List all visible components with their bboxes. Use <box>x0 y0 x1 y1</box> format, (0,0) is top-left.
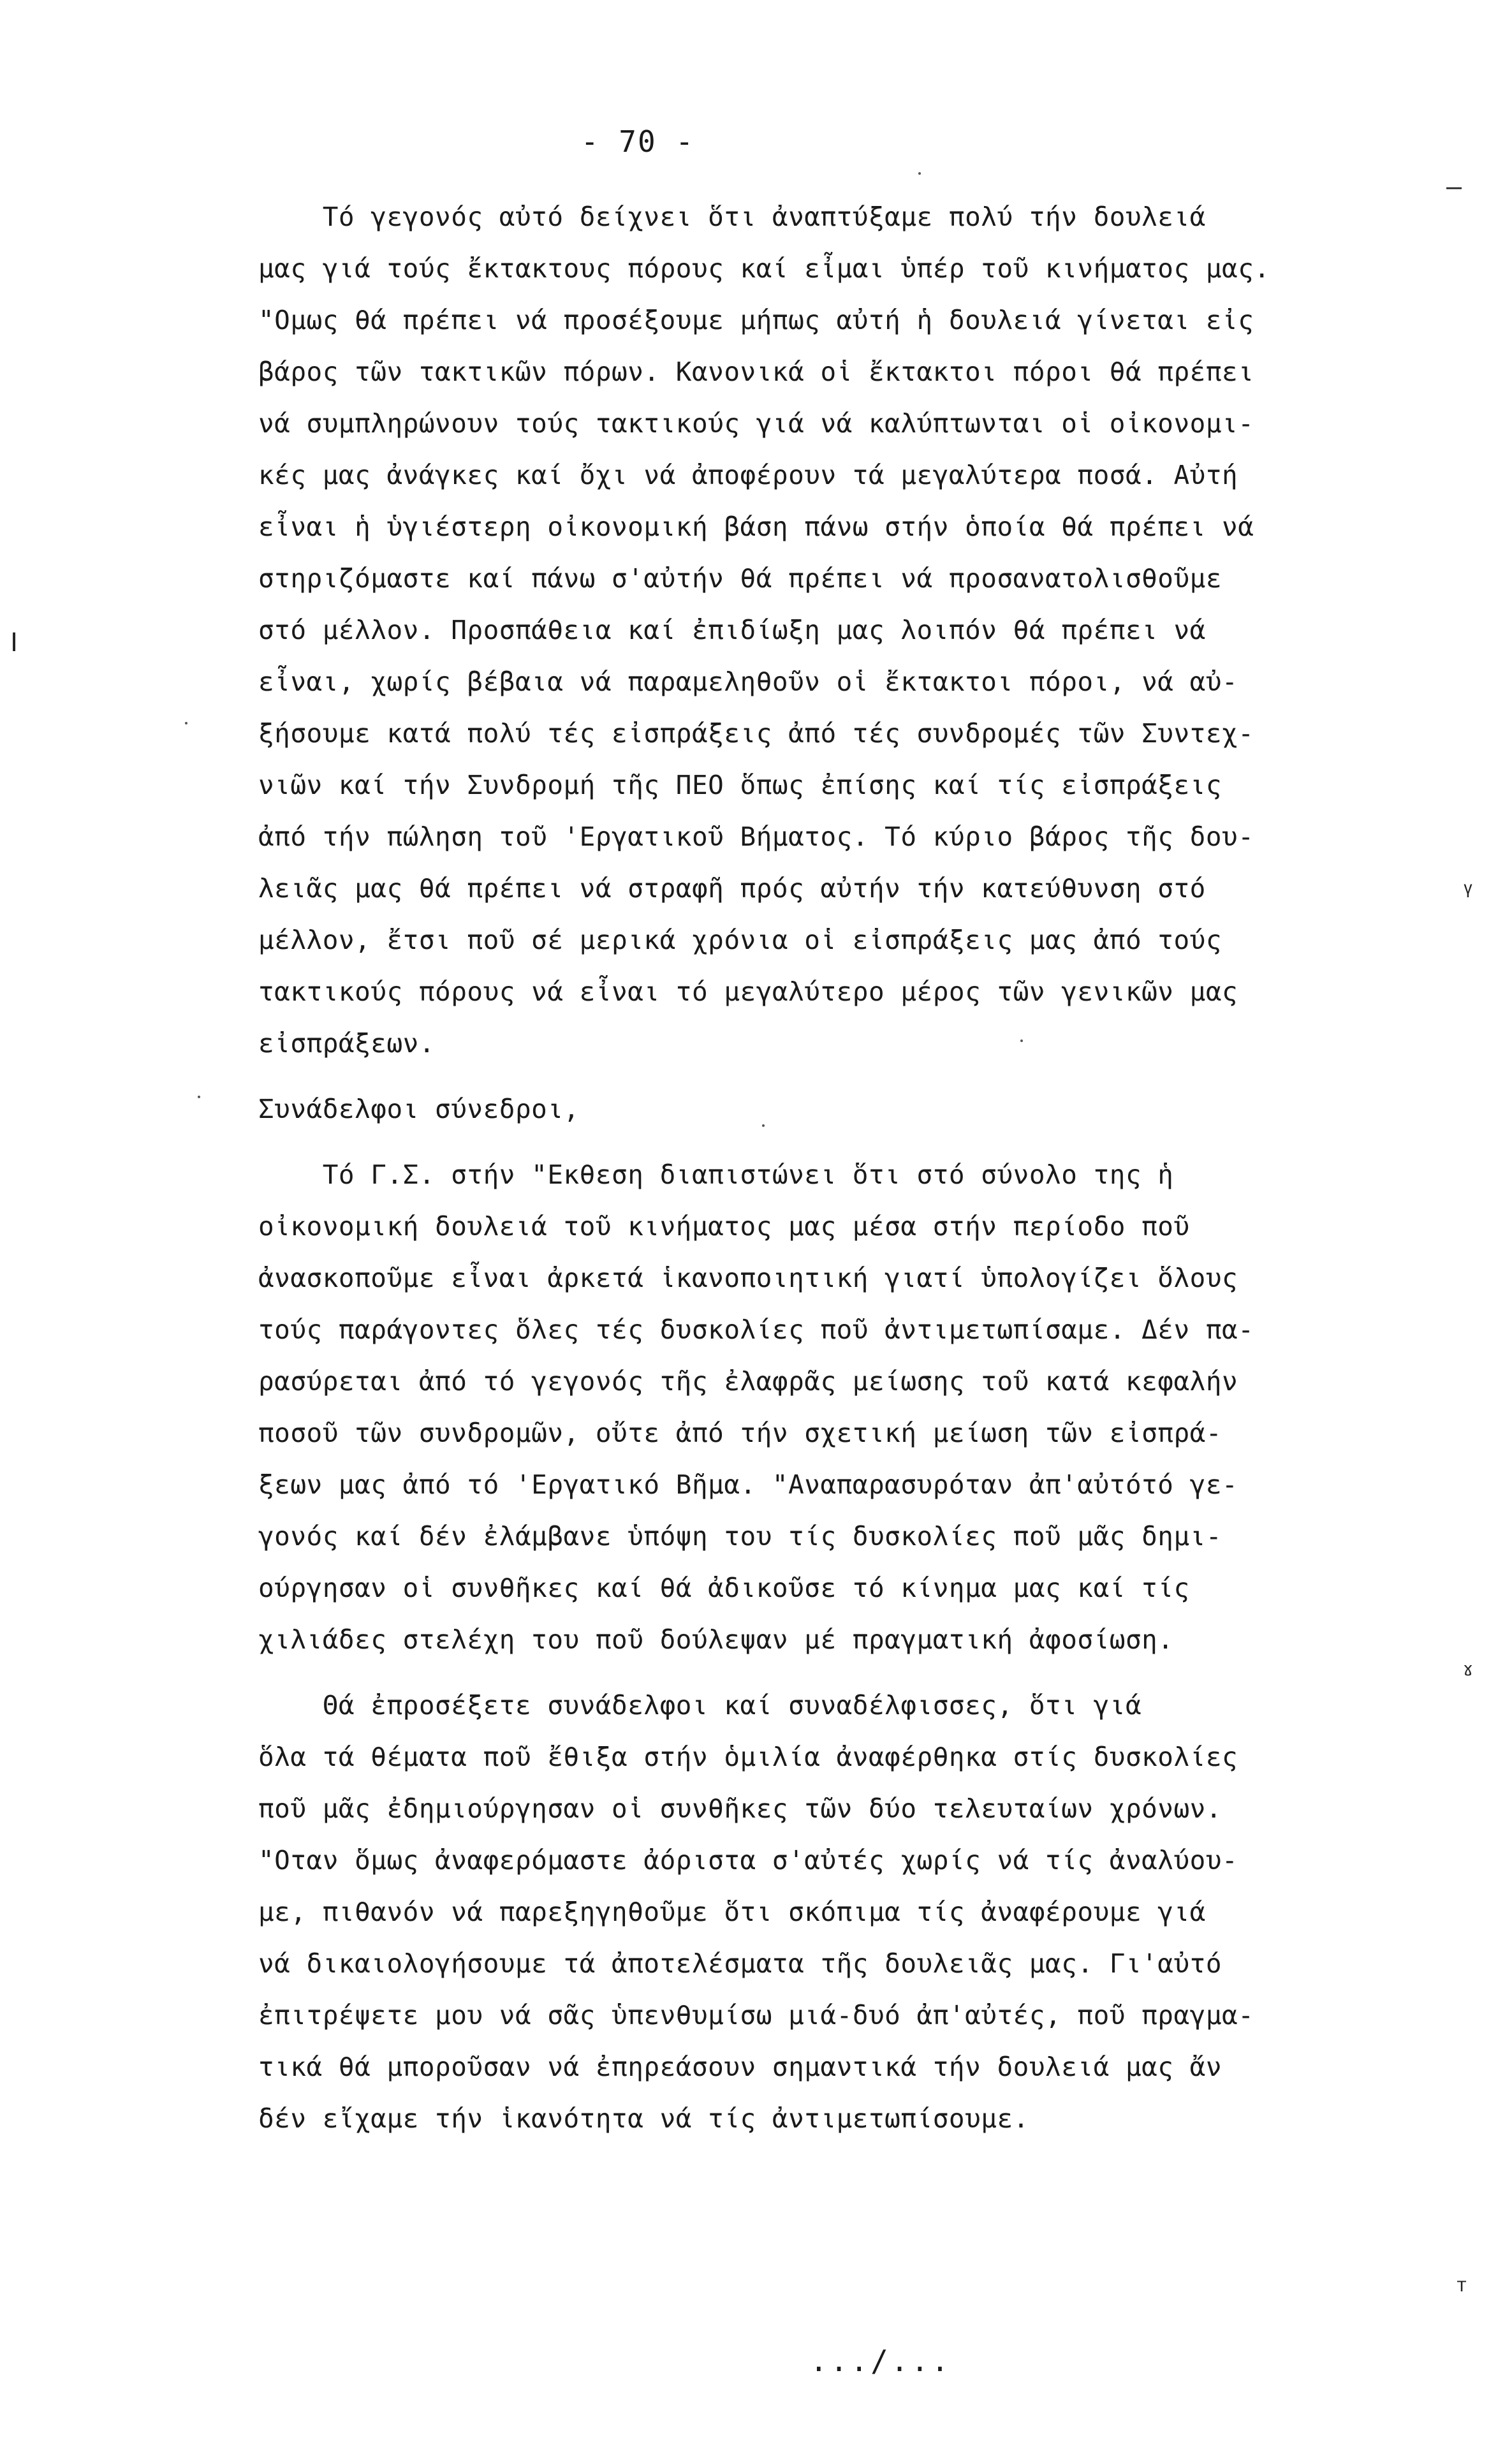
text-line: ἀπό τήν πώληση τοῦ 'Εργατικοῦ Βήματος. Τό κύριο βάρος τῆς δου- <box>258 821 1254 852</box>
margin-tick-mark: ᵞ <box>1460 877 1476 906</box>
text-line: στηριζόμαστε καί πάνω σ'αὐτήν θά πρέπει νά προσανατολισθοῦμε <box>258 563 1222 594</box>
scan-speck <box>1020 1040 1023 1042</box>
text-line: στό μέλλον. Προσπάθεια καί ἐπιδίωξη μας λοιπόν θά πρέπει νά <box>258 615 1206 645</box>
text-line: Τό Γ.Σ. στήν "Εκθεση διαπιστώνει ὅτι στό σύνολο της ἡ <box>258 1159 1174 1190</box>
text-line: Θά ἐπροσέξετε συνάδελφοι καί συναδέλφισσες, ὅτι γιά <box>258 1690 1142 1721</box>
continuation-mark: .../... <box>810 2344 951 2378</box>
text-line: "Ομως θά πρέπει νά προσέξουμε μήπως αὐτή ἡ δουλειά γίνεται εἰς <box>258 305 1254 335</box>
text-line: μας γιά τούς ἔκτακτους πόρους καί εἶμαι ὑπέρ τοῦ κινήματος μας. <box>258 253 1270 284</box>
text-line: μέλλον, ἔτσι ποῦ σέ μερικά χρόνια οἱ εἰσπράξεις μας ἀπό τούς <box>258 925 1222 955</box>
margin-tick-mark: ˠ <box>1460 1658 1476 1687</box>
salutation-line: Συνάδελφοι σύνεδροι, <box>258 1094 580 1124</box>
scan-speck <box>762 1124 765 1127</box>
text-line: βάρος τῶν τακτικῶν πόρων. Κανονικά οἱ ἔκτακτοι πόροι θά πρέπει <box>258 356 1254 387</box>
text-line: ρασύρεται ἀπό τό γεγονός τῆς ἐλαφρᾶς μείωσης τοῦ κατά κεφαλήν <box>258 1366 1238 1397</box>
text-line: με, πιθανόν νά παρεξηγηθοῦμε ὅτι σκόπιμα τίς ἀναφέρουμε γιά <box>258 1897 1206 1927</box>
paragraph-2 <box>258 1084 1342 1135</box>
paragraph-4 <box>258 1680 1342 2145</box>
paragraph-gap <box>258 1135 1342 1149</box>
margin-tick-mark: ᵀ <box>1454 2277 1470 2306</box>
paragraph-gap <box>258 1069 1342 1084</box>
text-line: οἰκονομική δουλειά τοῦ κινήματος μας μέσα στήν περίοδο ποῦ <box>258 1211 1190 1242</box>
text-line: ἐπιτρέψετε μου νά σᾶς ὑπενθυμίσω μιά-δυό ἀπ'αὐτές, ποῦ πραγμα- <box>258 2000 1254 2031</box>
text-line: γονός καί δέν ἐλάμβανε ὑπόψη του τίς δυσκολίες ποῦ μᾶς δημι- <box>258 1521 1222 1552</box>
text-line: ξεων μας ἀπό τό 'Εργατικό Βῆμα. "Αναπαρασυρόταν ἀπ'αὐτότό γε- <box>258 1469 1238 1500</box>
text-line: "Οταν ὅμως ἀναφερόμαστε ἀόριστα σ'αὐτές χωρίς νά τίς ἀναλύου- <box>258 1845 1238 1876</box>
text-line: ἀνασκοποῦμε εἶναι ἀρκετά ἱκανοποιητική γιατί ὑπολογίζει ὅλους <box>258 1263 1238 1293</box>
text-line: εἶναι, χωρίς βέβαια νά παραμεληθοῦν οἱ ἔκτακτοι πόροι, νά αὐ- <box>258 666 1238 697</box>
page-number: - 70 - <box>580 124 695 159</box>
text-line: ξήσουμε κατά πολύ τές εἰσπράξεις ἀπό τές συνδρομές τῶν Συντεχ- <box>258 718 1254 749</box>
scan-speck <box>198 1096 200 1098</box>
paragraph-1 <box>258 191 1342 1069</box>
text-line: τακτικούς πόρους νά εἶναι τό μεγαλύτερο μέρος τῶν γενικῶν μας <box>258 976 1238 1007</box>
text-line: ὅλα τά θέματα ποῦ ἔθιξα στήν ὁμιλία ἀναφέρθηκα στίς δυσκολίες <box>258 1742 1238 1772</box>
text-line: χιλιάδες στελέχη του ποῦ δούλεψαν μέ πραγματική ἀφοσίωση. <box>258 1624 1174 1655</box>
body-text <box>258 191 1342 2145</box>
text-line: λειᾶς μας θά πρέπει νά στραφῆ πρός αὐτήν τήν κατεύθυνση στό <box>258 873 1206 904</box>
text-line: εἶναι ἡ ὑγιέστερη οἰκονομική βάση πάνω στήν ὁποία θά πρέπει νά <box>258 511 1254 542</box>
text-line: δέν εἴχαμε τήν ἱκανότητα νά τίς ἀντιμετωπίσουμε. <box>258 2103 1029 2134</box>
text-line: ποσοῦ τῶν συνδρομῶν, οὔτε ἀπό τήν σχετική μείωση τῶν εἰσπρά- <box>258 1418 1222 1448</box>
text-line: εἰσπράξεων. <box>258 1028 436 1059</box>
scan-speck <box>185 722 187 724</box>
text-line: ούργησαν οἱ συνθῆκες καί θά ἀδικοῦσε τό κίνημα μας καί τίς <box>258 1573 1190 1603</box>
text-line: τούς παράγοντες ὅλες τές δυσκολίες ποῦ ἀντιμετωπίσαμε. Δέν πα- <box>258 1314 1254 1345</box>
text-line: νά δικαιολογήσουμε τά ἀποτελέσματα τῆς δουλειᾶς μας. Γι'αὐτό <box>258 1948 1222 1979</box>
text-line: νιῶν καί τήν Συνδρομή τῆς ΠΕΟ ὅπως ἐπίσης καί τίς εἰσπράξεις <box>258 770 1222 800</box>
text-line: κές μας ἀνάγκες καί ὄχι νά ἀποφέρουν τά μεγαλύτερα ποσά. Αὐτή <box>258 460 1238 490</box>
margin-bar-mark: ǀ <box>6 628 22 658</box>
text-line: Τό γεγονός αὐτό δείχνει ὅτι ἀναπτύξαμε πολύ τήν δουλειά <box>258 202 1206 232</box>
margin-dash-mark: – <box>1446 172 1462 202</box>
scan-speck <box>918 172 921 175</box>
paragraph-3 <box>258 1149 1342 1666</box>
text-line: τικά θά μποροῦσαν νά ἐπηρεάσουν σημαντικά τήν δουλειά μας ἄν <box>258 2052 1222 2082</box>
text-line: ποῦ μᾶς ἐδημιούργησαν οἱ συνθῆκες τῶν δύο τελευταίων χρόνων. <box>258 1793 1222 1824</box>
paragraph-gap <box>258 1666 1342 1680</box>
text-line: νά συμπληρώνουν τούς τακτικούς γιά νά καλύπτωνται οἱ οἰκονομι- <box>258 408 1254 439</box>
